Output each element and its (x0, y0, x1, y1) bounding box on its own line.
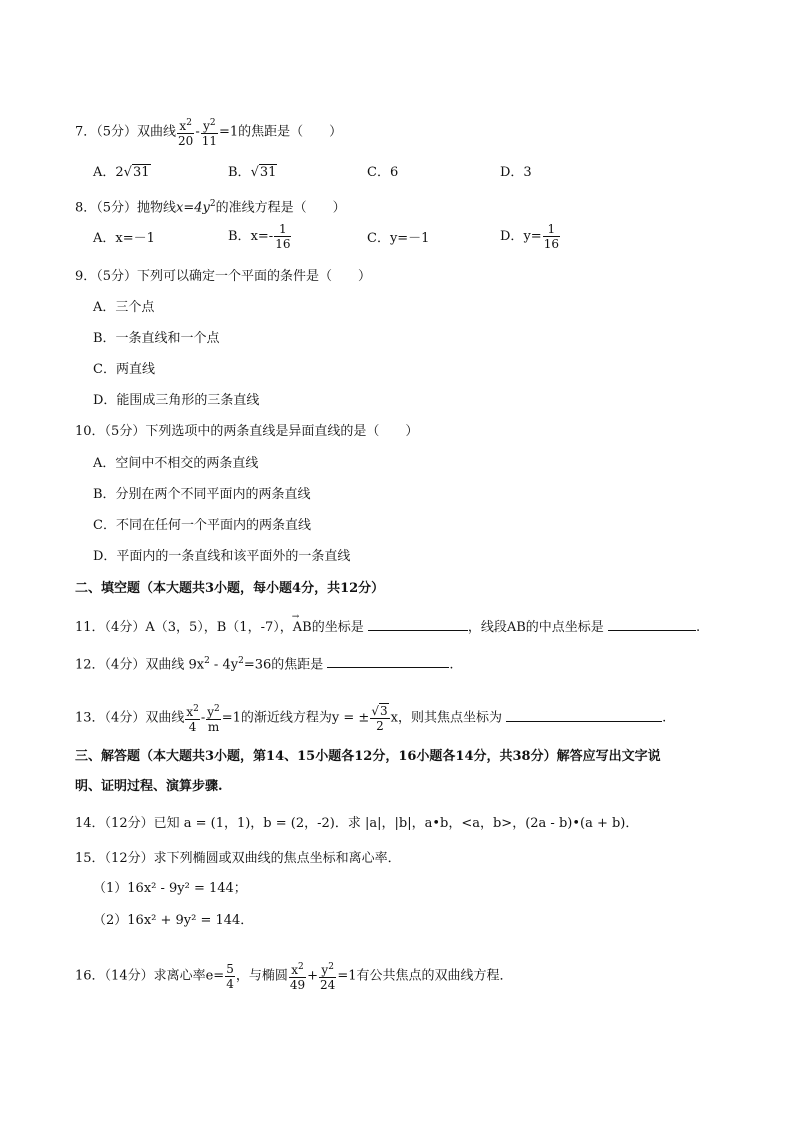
q8-option-c: C．y=－1 (367, 231, 430, 246)
answer-blank[interactable] (368, 618, 468, 631)
question-7: 7．（5分）双曲线 $\frac{x^2}{20}$ - $\frac{y^2}{11}$ =1的焦距是（ ） (75, 118, 343, 148)
question-15: 15．（12分）求下列椭圆或双曲线的焦点坐标和离心率． (75, 851, 401, 866)
question-12: 12．（4分）双曲线 $9x^2 - 4y^2=36$的焦距是 . (75, 656, 454, 673)
q7-stem: 7．（5分）双曲线 (75, 124, 177, 140)
q8-option-d: D．y= $\frac{1}{16}$ (500, 222, 559, 251)
q10-option-a: A．空间中不相交的两条直线 (93, 456, 259, 471)
q7-tail: =1的焦距是（ ） (219, 124, 343, 140)
q7-option-d: D．3 (500, 165, 532, 180)
answer-blank[interactable] (506, 709, 662, 722)
q15-part-2: （2）16x² + 9y² = 144． (93, 913, 254, 928)
q8-option-b: B．x=- $\frac{1}{16}$ (228, 222, 291, 251)
q10-option-d: D．平面内的一条直线和该平面外的一条直线 (93, 549, 351, 564)
question-16: 16．（14分）求离心率e= $\frac{5}{4}$ ，与椭圆 $\frac{x^2}{49}$ + $\frac{y^2}{24}$ =1有公共焦点的双曲线方程． (75, 961, 513, 992)
vector-ab: → AB (293, 619, 312, 637)
q8-option-a: A．x=－1 (93, 231, 155, 246)
q15-part-1: （1）16x² - 9y² = 144； (93, 881, 247, 896)
question-13: 13．（4分）双曲线 $\frac{x^2}{4}$ - $\frac{y^2}{m}$ =1的渐近线方程为y = ± $\frac{√3}{2}$ x，则其焦点坐标为 . (75, 703, 667, 734)
question-8: 8．（5分）抛物线$x=4y^2$的准线方程是（ ） (75, 199, 346, 216)
q9-option-d: D．能围成三角形的三条直线 (93, 393, 260, 408)
question-10: 10．（5分）下列选项中的两条直线是异面直线的是（ ） (75, 424, 419, 439)
q9-option-c: C．两直线 (93, 362, 155, 377)
q9-option-b: B．一条直线和一个点 (93, 331, 220, 346)
q9-option-a: A．三个点 (93, 300, 155, 315)
q7-option-a: A．2√31 (93, 165, 150, 180)
q10-option-b: B．分别在两个不同平面内的两条直线 (93, 487, 311, 502)
question-9: 9．（5分）下列可以确定一个平面的条件是（ ） (75, 269, 372, 284)
q10-option-c: C．不同在任何一个平面内的两条直线 (93, 518, 311, 533)
question-11: 11．（4分）A（3，5），B（1，-7），→ AB的坐标是 ，线段AB的中点坐标是 . (75, 618, 700, 637)
answer-blank[interactable] (327, 655, 449, 668)
section-2-heading: 二、填空题（本大题共3小题，每小题4分，共12分） (75, 581, 385, 596)
section-3-heading-cont: 明、证明过程、演算步骤. (75, 779, 223, 794)
section-3-heading: 三、解答题（本大题共3小题，第14、15小题各12分，16小题各14分，共38分）解答应写出文字说 (75, 749, 661, 764)
answer-blank[interactable] (608, 618, 696, 631)
fraction: $\frac{y^2}{11}$ (201, 118, 218, 148)
fraction: $\frac{x^2}{20}$ (178, 118, 194, 148)
question-14: 14．（12分）已知 a = (1，1)，b = (2，-2)．求 |a|，|b|，a•b，<a，b>，(2a - b)•(a + b)． (75, 816, 639, 831)
q7-option-c: C．6 (367, 165, 399, 180)
q7-option-b: B．√31 (228, 165, 277, 180)
